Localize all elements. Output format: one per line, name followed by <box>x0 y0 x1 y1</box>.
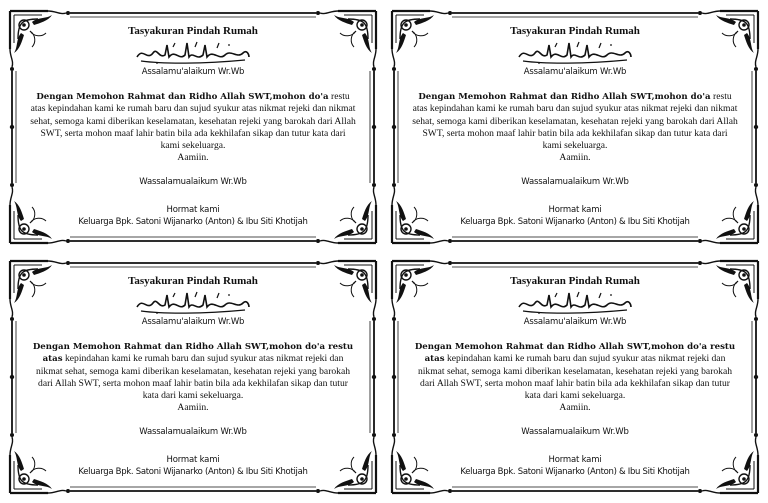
basmalah-calligraphy <box>133 289 253 315</box>
regards: Hormat kami <box>166 455 220 465</box>
closing-greeting: Wassalamualaikum Wr.Wb <box>139 427 247 437</box>
family-name: Keluarga Bpk. Satoni Wijanarko (Anton) & Ibu Siti Khotijah <box>78 217 308 227</box>
family-name: Keluarga Bpk. Satoni Wijanarko (Anton) & Ibu Siti Khotijah <box>460 217 690 227</box>
body-text: restu atas kepindahan kami ke rumah baru dan sujud syukur atas nikmat rejeki dan nikmat sehat, semoga kami diberikan keselamatan, kesehatan rejeki yang barokah dari Allah SWT, serta mohon maaf lahir batin bila ada kekhilafan sikap dan tutur kata dari kami sekeluarga. <box>412 91 738 152</box>
invitation-body <box>30 91 356 165</box>
body-text: restu atas kepindahan kami ke rumah baru dan sujud syukur atas nikmat rejeki dan nikmat sehat, semoga kami diberikan keselamatan, kesehatan rejeki yang barokah dari Allah SWT, serta mohon maaf lahir batin bila ada kekhilafan sikap dan tutur kata dari kami sekeluarga. <box>30 91 356 152</box>
card-title: Tasyakuran Pindah Rumah <box>128 275 258 287</box>
aamiin: Aamiin. <box>559 402 591 414</box>
corner-ornament <box>316 11 376 71</box>
invitation-body <box>412 341 738 415</box>
regards: Hormat kami <box>166 205 220 215</box>
closing-greeting: Wassalamualaikum Wr.Wb <box>521 427 629 437</box>
regards: Hormat kami <box>548 455 602 465</box>
corner-ornament <box>392 261 452 321</box>
corner-ornament <box>10 11 70 71</box>
body-lead: Dengan Memohon Rahmat dan Ridho Allah SWT,mohon do'a restu atas <box>414 342 736 365</box>
body-text: kepindahan kami ke rumah baru dan sujud syukur atas nikmat rejeki dan nikmat sehat, semoga kami diberikan keselamatan, kesehatan rejeki yang barokah dari Allah SWT, serta mohon maaf lahir batin bila ada kekhilafan sikap dan tutur kata dari kami sekeluarga. <box>35 353 351 402</box>
greeting: Assalamu'alaikum Wr.Wb <box>523 67 627 77</box>
body-lead: Dengan Memohon Rahmat dan Ridho Allah SWT,mohon do'a restu atas <box>32 342 354 365</box>
card-title: Tasyakuran Pindah Rumah <box>128 25 258 37</box>
closing-greeting: Wassalamualaikum Wr.Wb <box>521 177 629 187</box>
body-lead: Dengan Memohon Rahmat dan Ridho Allah SWT,mohon do'a <box>418 92 711 102</box>
invitation-card <box>8 259 378 495</box>
body-text: kepindahan kami ke rumah baru dan sujud syukur atas nikmat rejeki dan nikmat sehat, semoga kami diberikan keselamatan, kesehatan rejeki yang barokah dari Allah SWT, serta mohon maaf lahir batin bila ada kekhilafan sikap dan tutur kata dari kami sekeluarga. <box>417 353 733 402</box>
greeting: Assalamu'alaikum Wr.Wb <box>141 317 245 327</box>
card-title: Tasyakuran Pindah Rumah <box>510 25 640 37</box>
corner-ornament <box>10 261 70 321</box>
body-lead: Dengan Memohon Rahmat dan Ridho Allah SWT,mohon do'a <box>36 92 329 102</box>
aamiin: Aamiin. <box>177 402 209 414</box>
basmalah-calligraphy <box>515 39 635 65</box>
aamiin: Aamiin. <box>177 152 209 164</box>
invitation-body <box>30 341 356 415</box>
corner-ornament <box>316 261 376 321</box>
family-name: Keluarga Bpk. Satoni Wijanarko (Anton) & Ibu Siti Khotijah <box>460 467 690 477</box>
card-title: Tasyakuran Pindah Rumah <box>510 275 640 287</box>
closing-greeting: Wassalamualaikum Wr.Wb <box>139 177 247 187</box>
invitation-card <box>390 9 760 245</box>
family-name: Keluarga Bpk. Satoni Wijanarko (Anton) & Ibu Siti Khotijah <box>78 467 308 477</box>
aamiin: Aamiin. <box>559 152 591 164</box>
invitation-card <box>390 259 760 495</box>
invitation-card <box>8 9 378 245</box>
regards: Hormat kami <box>548 205 602 215</box>
invitation-body <box>412 91 738 165</box>
basmalah-calligraphy <box>515 289 635 315</box>
corner-ornament <box>698 11 758 71</box>
greeting: Assalamu'alaikum Wr.Wb <box>523 317 627 327</box>
corner-ornament <box>698 261 758 321</box>
corner-ornament <box>392 11 452 71</box>
basmalah-calligraphy <box>133 39 253 65</box>
greeting: Assalamu'alaikum Wr.Wb <box>141 67 245 77</box>
